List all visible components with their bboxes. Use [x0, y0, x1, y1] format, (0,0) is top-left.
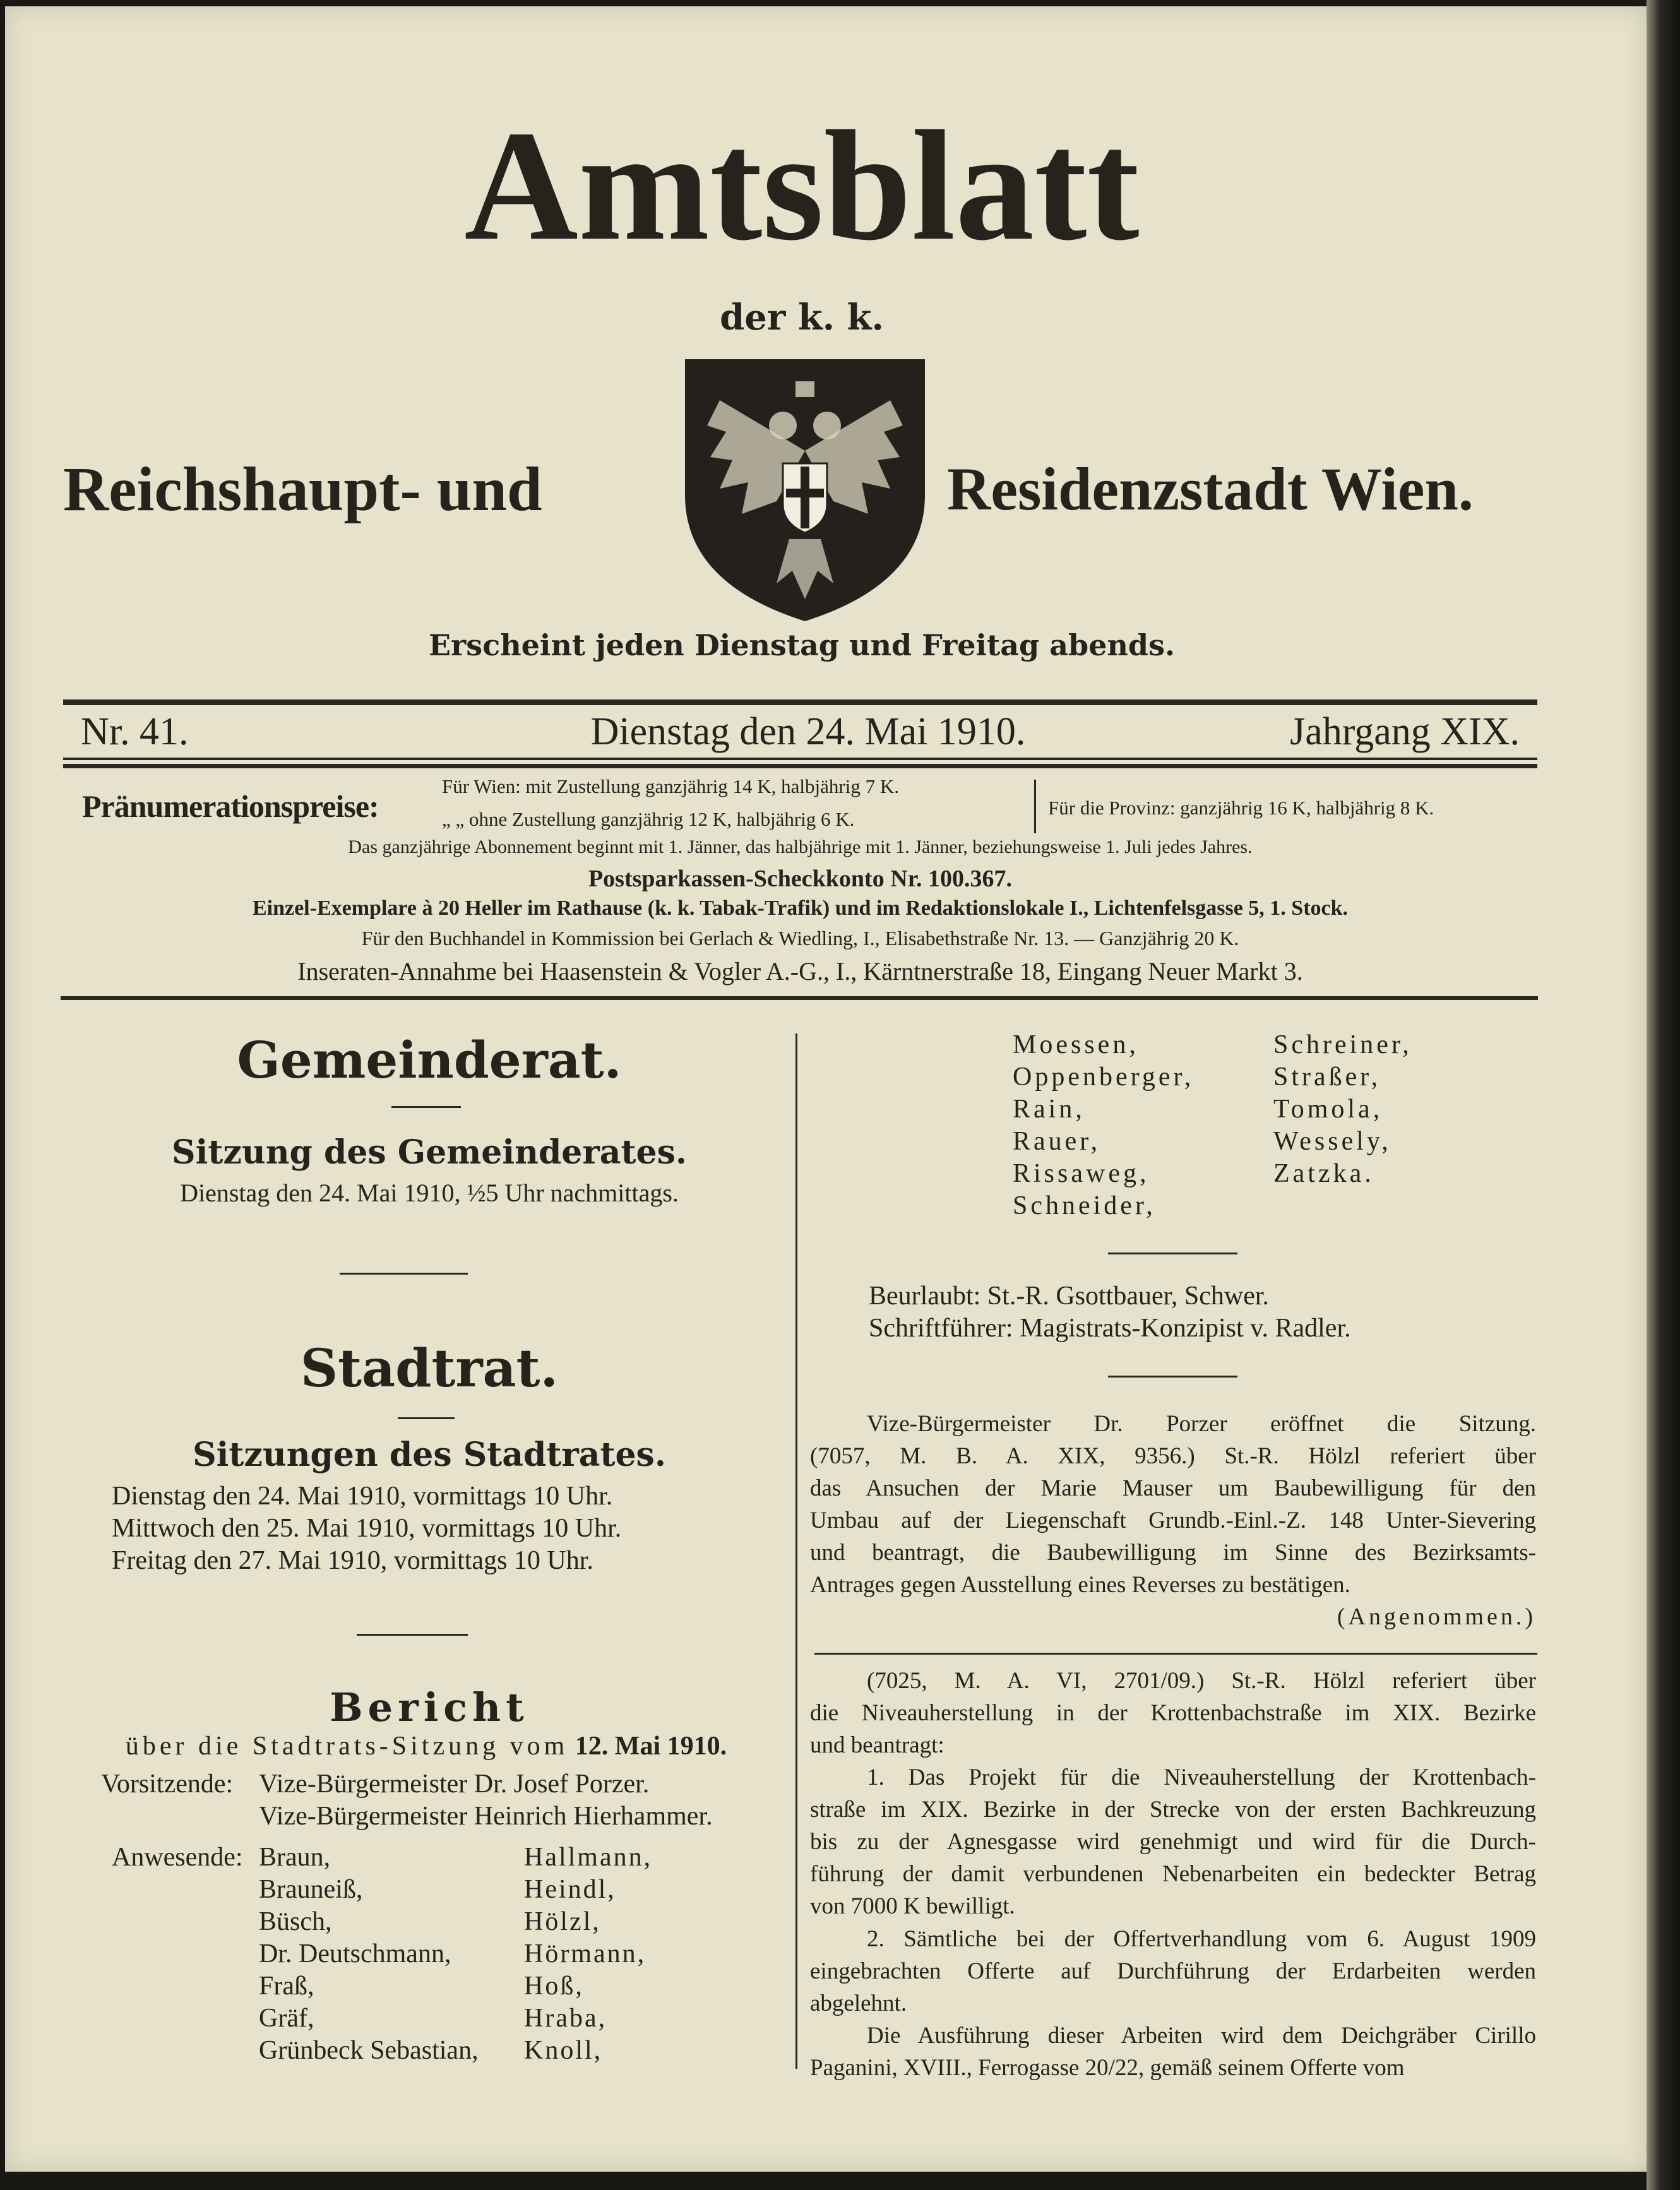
schriftfuehrer: Schriftführer: Magistrats-Konzipist v. Radler. [869, 1314, 1351, 1343]
text-line: Rauer, [1013, 1127, 1101, 1156]
vorsitzender: Vize-Bürgermeister Dr. Josef Porzer. [259, 1770, 650, 1799]
anwesende-cont-col1 [1013, 1029, 1194, 1222]
text-line: und beantragt: [810, 1732, 944, 1758]
issue-volume: Jahrgang XIX. [1290, 710, 1520, 753]
bericht-subheading [76, 1731, 777, 1761]
text-line: eingebrachten Offerte auf Durchführung der Erdarbeiten werden [810, 1958, 1536, 1984]
section-rule [398, 1417, 455, 1419]
paragraph-porzer [810, 1408, 1536, 1601]
paragraph-ausfuehrung [810, 2020, 1536, 2084]
text-line: Hraba, [524, 2004, 607, 2033]
section-rule [1108, 1376, 1237, 1378]
paragraph-rule [814, 1653, 1537, 1655]
issue-date: Dienstag den 24. Mai 1910. [590, 710, 1026, 753]
paragraph-point-1 [810, 1761, 1536, 1922]
gemeinderat-time: Dienstag den 24. Mai 1910, ½5 Uhr nachmittags. [180, 1179, 679, 1207]
text-line: (7057, M. B. A. XIX, 9356.) St.-R. Hölzl referiert über [810, 1443, 1536, 1469]
stadtrat-time: Mittwoch den 25. Mai 1910, vormittags 10 Uhr. [112, 1514, 622, 1543]
text-line: Straßer, [1273, 1062, 1381, 1092]
masthead-der-kk: der k. k. [720, 297, 884, 338]
text-line: und beantragt, die Baubewilligung im Sinne des Bezirksamts- [810, 1540, 1536, 1566]
section-rule [357, 1634, 468, 1636]
subscription-buchhandel: Für den Buchhandel in Kommission bei Gerlach & Wiedling, I., Elisabethstraße Nr. 13. — Ganzjährig 20 K. [361, 927, 1239, 949]
text-line: (7025, M. A. VI, 2701/09.) St.-R. Hölzl referiert über [867, 1668, 1536, 1694]
column-divider [795, 1033, 797, 2069]
subscription-wien-line2: „ „ ohne Zustellung ganzjährig 12 K, halbjährig 6 K. [442, 808, 855, 830]
issue-number: Nr. 41. [81, 710, 189, 753]
section-rule [391, 1106, 461, 1108]
paragraph-point-2 [810, 1923, 1536, 2020]
text-line: Umbau auf der Liegenschaft Grundb.-Einl.-Z. 148 Unter-Sievering [810, 1508, 1536, 1533]
text-line: von 7000 K bewilligt. [810, 1893, 1015, 1919]
bericht-date: 12. Mai 1910. [575, 1732, 727, 1761]
text-line: Grünbeck Sebastian, [259, 2036, 479, 2065]
vienna-coat-of-arms-icon [682, 356, 928, 624]
double-rule-bottom [63, 764, 1537, 768]
stadtrat-time: Freitag den 27. Mai 1910, vormittags 10 Uhr. [112, 1546, 593, 1575]
text-line: 2. Sämtliche bei der Offertverhandlung vom 6. August 1909 [867, 1926, 1536, 1952]
text-line: abgelehnt. [810, 1991, 907, 2016]
text-line: straße im XIX. Bezirke in der Strecke von der ersten Bachkreuzung [810, 1797, 1536, 1823]
text-line: Brauneiß, [259, 1875, 363, 1904]
text-line: die Niveauherstellung in der Krottenbachstraße im XIX. Bezirke [810, 1700, 1536, 1726]
section-rule [1108, 1253, 1237, 1254]
text-line: Hölzl, [524, 1907, 601, 1936]
subscription-divider [1034, 780, 1036, 833]
section-rule [340, 1273, 468, 1275]
vorsitzende-label: Vorsitzende: [101, 1770, 234, 1799]
text-line: Fraß, [259, 1972, 314, 2001]
angenommen: (Angenommen.) [1337, 1604, 1536, 1630]
text-line: 1. Das Projekt für die Niveauherstellung der Krottenbach- [867, 1764, 1536, 1790]
text-line: Rain, [1013, 1095, 1085, 1124]
subscription-konto: Postsparkassen-Scheckkonto Nr. 100.367. [588, 866, 1013, 892]
text-line: Wessely, [1273, 1127, 1391, 1156]
stadtrat-time: Dienstag den 24. Mai 1910, vormittags 10 Uhr. [112, 1482, 613, 1511]
subscription-inserate: Inseraten-Annahme bei Haasenstein & Vogler A.-G., I., Kärntnerstraße 18, Eingang Neuer Markt 3. [297, 957, 1303, 985]
scan-edge [1647, 0, 1680, 2190]
stadtrat-subheading: Sitzungen des Stadtrates. [193, 1436, 666, 1474]
text-line: Paganini, XVIII., Ferrogasse 20/22, gemäß seinem Offerte vom [810, 2055, 1405, 2081]
stadtrat-times [112, 1480, 621, 1577]
text-line: Hallmann, [524, 1843, 653, 1872]
text-line: Braun, [259, 1843, 331, 1872]
text-line: Gräf, [259, 2004, 314, 2033]
text-line: Büsch, [259, 1907, 332, 1936]
text-line: Zatzka. [1273, 1159, 1374, 1188]
text-line: Die Ausführung dieser Arbeiten wird dem Deichgräber Cirillo [867, 2023, 1536, 2049]
text-line: Vize-Bürgermeister Dr. Porzer eröffnet die Sitzung. [867, 1411, 1536, 1437]
bericht-subheading-text: über die Stadtrats-Sitzung vom [125, 1732, 569, 1761]
anwesende-col2 [524, 1842, 652, 2067]
text-line: Moessen, [1013, 1030, 1139, 1059]
masthead-title: Amtsblatt [464, 98, 1140, 273]
beurlaubt: Beurlaubt: St.-R. Gsottbauer, Schwer. [869, 1282, 1270, 1311]
text-line: Heindl, [524, 1875, 616, 1904]
masthead-right-title: Residenzstadt Wien. [947, 455, 1474, 523]
publication-frequency: Erscheint jeden Dienstag und Freitag abends. [429, 628, 1175, 662]
text-line: Hörmann, [524, 1939, 646, 1968]
subscription-einzel: Einzel-Exemplare à 20 Heller im Rathause (k. k. Tabak-Trafik) und im Redaktionslokale I., Lichtenfelsgasse 5, 1. Stock. [252, 896, 1349, 920]
paragraph-krottenbach [810, 1665, 1536, 1761]
stadtrat-heading: Stadtrat. [300, 1338, 559, 1399]
subscription-provinz: Für die Provinz: ganzjährig 16 K, halbjährig 8 K. [1048, 797, 1434, 819]
anwesende-label: Anwesende: [112, 1843, 243, 1872]
text-line: Schreiner, [1273, 1030, 1412, 1059]
subscription-wien-line1: Für Wien: mit Zustellung ganzjährig 14 K, halbjährig 7 K. [442, 775, 899, 797]
text-line: führung der damit verbundenen Nebenarbeiten ein bedeckter Betrag [810, 1861, 1536, 1887]
vorsitzende-list [259, 1768, 713, 1833]
text-line: bis zu der Agnesgasse wird genehmigt und wird für die Durch- [810, 1829, 1536, 1855]
text-line: Oppenberger, [1013, 1062, 1194, 1092]
masthead-left-title: Reichshaupt- und [63, 454, 542, 524]
subscription-abonnement: Das ganzjährige Abonnement beginnt mit 1. Jänner, das halbjährige mit 1. Jänner, beziehungsweise 1. Juli jedes Jahres. [348, 836, 1253, 857]
anwesende-cont-col2 [1273, 1029, 1412, 1190]
vorsitzender: Vize-Bürgermeister Heinrich Hierhammer. [259, 1802, 713, 1831]
text-line: Knoll, [524, 2036, 603, 2065]
text-line: Hoß, [524, 1972, 584, 2001]
text-line: Dr. Deutschmann, [259, 1939, 451, 1968]
bericht-heading: Bericht [330, 1684, 529, 1730]
double-rule-top [63, 758, 1537, 760]
anwesende-col1 [259, 1842, 479, 2067]
text-line: Antrages gegen Ausstellung eines Reverses zu bestätigen. [810, 1572, 1350, 1598]
text-line: das Ansuchen der Marie Mauser um Baubewilligung für den [810, 1475, 1536, 1501]
thick-rule [63, 699, 1537, 705]
text-line: Tomola, [1273, 1095, 1383, 1124]
subscription-rule [61, 996, 1538, 1000]
text-line: Rissaweg, [1013, 1159, 1150, 1188]
gemeinderat-subheading: Sitzung des Gemeinderates. [172, 1133, 687, 1172]
gemeinderat-heading: Gemeinderat. [237, 1030, 622, 1090]
text-line: Schneider, [1013, 1191, 1156, 1220]
subscription-label: Pränumerationspreise: [82, 789, 379, 824]
